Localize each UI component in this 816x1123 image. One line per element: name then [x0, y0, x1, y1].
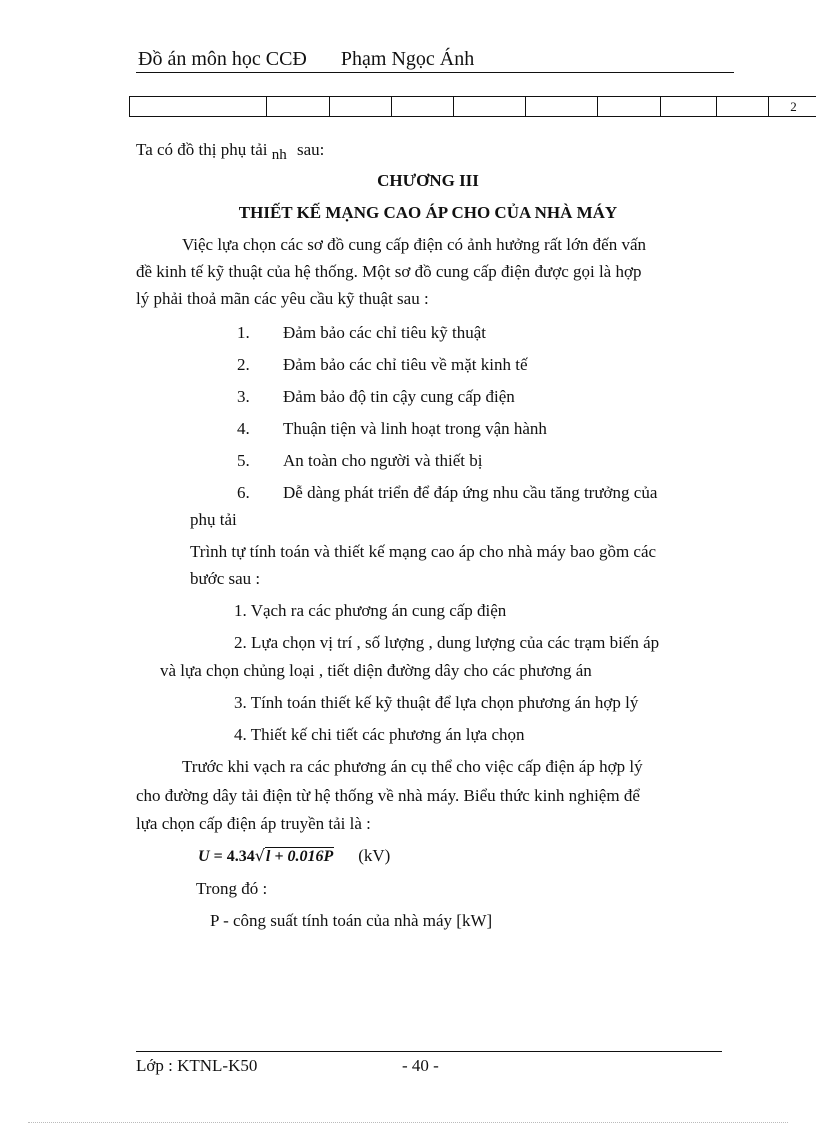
sqrt-icon: √ [254, 846, 265, 865]
header-cell [717, 97, 769, 117]
step-item-continuation: và lựa chọn chủng loại , tiết diện đường dây cho các phương án [160, 661, 592, 680]
header-cell [598, 97, 661, 117]
formula-lhs: U [198, 848, 210, 865]
requirement-continuation: phụ tải [190, 510, 237, 529]
requirement-number: 6. [237, 483, 250, 502]
para3-line: Trước khi vạch ra các phương án cụ thể cho việc cấp điện áp hợp lý [182, 757, 643, 776]
requirement-item [237, 484, 657, 501]
requirement-number: 2. [237, 355, 250, 374]
requirement-text: Dễ dàng phát triển để đáp ứng nhu cầu tăng trưởng của [283, 483, 658, 502]
header-cell [267, 97, 330, 117]
requirement-number: 3. [237, 387, 250, 406]
requirement-item [237, 420, 547, 437]
where-label: Trong đó : [196, 879, 268, 898]
requirement-item [237, 324, 486, 341]
requirement-item [237, 356, 528, 373]
requirement-text: Đảm bảo các chỉ tiêu kỹ thuật [283, 323, 486, 342]
header-cell [330, 97, 392, 117]
header-cell-page: 2 [769, 97, 816, 117]
header-author: Phạm Ngọc Ánh [340, 48, 475, 70]
intro-line [136, 140, 325, 163]
para1-line: lý phải thoả mãn các yêu cầu kỹ thuật sau : [136, 289, 429, 308]
para1-text: đề kinh tế kỹ thuật của hệ thống. Một sơ đồ cung cấp điện được gọi là hợp [136, 262, 642, 281]
chapter-heading: CHƯƠNG III [377, 171, 479, 190]
para3-line: cho đường dây tải điện từ hệ thống về nhà máy. Biểu thức kinh nghiệm để [136, 786, 640, 805]
header-cell [661, 97, 717, 117]
p-definition: P - công suất tính toán của nhà máy [kW] [210, 911, 493, 930]
voltage-formula [198, 846, 390, 866]
requirement-number: 5. [237, 451, 250, 470]
header-cell [392, 97, 454, 117]
header-table [129, 96, 816, 117]
step-item: 3. Tính toán thiết kế kỹ thuật để lựa chọn phương án hợp lý [234, 693, 639, 712]
header-cell [526, 97, 598, 117]
para2-line: bước sau : [190, 569, 261, 588]
para2-line: Trình tự tính toán và thiết kế mạng cao áp cho nhà máy bao gồm các [190, 542, 657, 561]
header-rule [136, 72, 734, 73]
requirement-text: Đảm bảo các chỉ tiêu về mặt kinh tế [283, 355, 528, 374]
footer-rule [136, 1051, 722, 1052]
header-course: Đồ án môn học CCĐ [138, 48, 307, 70]
step-item: 1. Vạch ra các phương án cung cấp điện [234, 601, 507, 620]
header-cell [130, 97, 267, 117]
requirement-text: An toàn cho người và thiết bị [283, 451, 483, 470]
formula-coef: 4.34 [226, 848, 255, 865]
formula-equals: = [213, 848, 223, 865]
formula-unit: (kV) [358, 846, 391, 865]
requirement-number: 4. [237, 419, 250, 438]
requirement-item [237, 388, 515, 405]
requirement-number: 1. [237, 323, 250, 342]
header-cell [454, 97, 526, 117]
requirement-text: Đảm bảo độ tin cậy cung cấp điện [283, 387, 515, 406]
step-item: 4. Thiết kế chi tiết các phương án lựa chọn [234, 725, 525, 744]
para1-line [136, 263, 718, 280]
footer-class: Lớp : KTNL-K50 [136, 1056, 258, 1075]
formula-radicand: l + 0.016P [265, 848, 334, 865]
intro-suffix: sau: [296, 140, 325, 159]
page-header [138, 48, 474, 71]
step-item: 2. Lựa chọn vị trí , số lượng , dung lượng của các trạm biến áp [234, 633, 660, 652]
para1-line: Việc lựa chọn các sơ đồ cung cấp điện có ảnh hưởng rất lớn đến vấn [182, 235, 647, 254]
footer-page-number: - 40 - [402, 1056, 439, 1075]
requirement-item [237, 452, 483, 469]
para3-line: lựa chọn cấp điện áp truyền tải là : [136, 814, 371, 833]
chapter-title: THIẾT KẾ MẠNG CAO ÁP CHO CỦA NHÀ MÁY [238, 203, 618, 222]
requirement-text: Thuận tiện và linh hoạt trong vận hành [283, 419, 547, 438]
intro-sub: nh [271, 147, 287, 163]
intro-prefix: Ta có đồ thị phụ tải [136, 140, 268, 159]
